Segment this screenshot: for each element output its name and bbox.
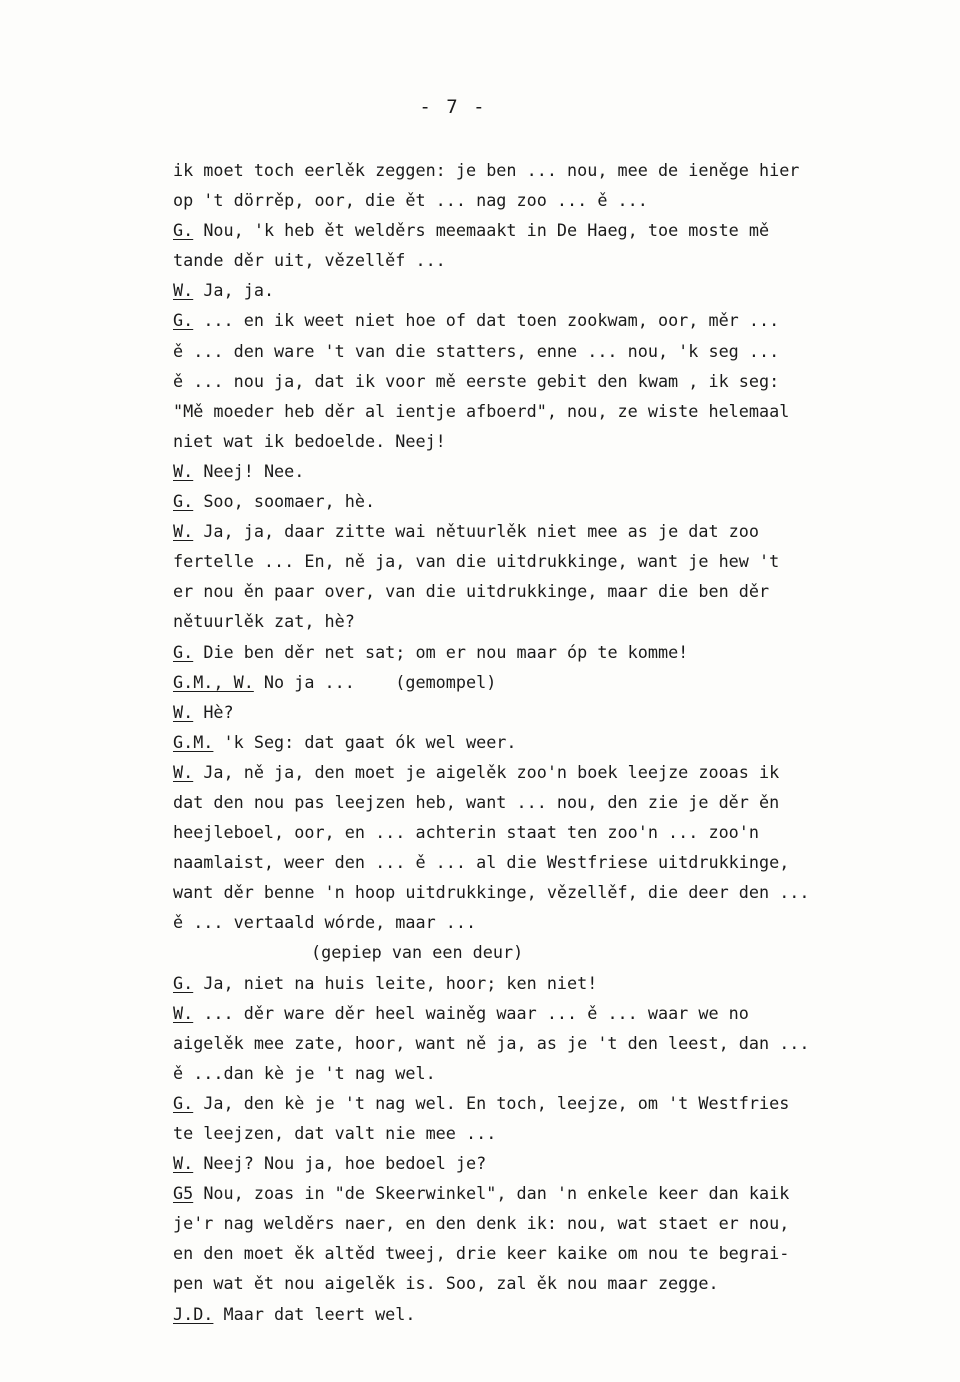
transcript-line bbox=[173, 426, 960, 456]
line-text: Ja, ně ja, den moet je aigelěk zoo'n boek leejze zooas ik bbox=[193, 761, 780, 782]
transcript-line bbox=[173, 1268, 960, 1298]
transcript-line bbox=[173, 1118, 960, 1148]
line-text: ě ... den ware 't van die statters, enne ... nou, 'k seg ... bbox=[173, 340, 780, 361]
line-text: aigelěk mee zate, hoor, want ně ja, as je 't den leest, dan ... bbox=[173, 1032, 810, 1053]
transcript-body bbox=[173, 155, 960, 1329]
line-text: ik moet toch eerlěk zeggen: je ben ... nou, mee de ieněge hier bbox=[173, 160, 800, 180]
line-text: nětuurlěk zat, hè? bbox=[173, 611, 355, 632]
transcript-line bbox=[173, 606, 960, 636]
transcript-line bbox=[173, 275, 960, 305]
speaker-label: W. bbox=[173, 761, 194, 782]
line-text: Ja, ja, daar zitte wai nětuurlěk niet mee as je dat zoo bbox=[193, 521, 759, 542]
transcript-line bbox=[173, 787, 960, 817]
line-text: Ja, niet na huis leite, hoor; ken niet! bbox=[193, 972, 598, 993]
line-text: Nou, zoas in "de Skeerwinkel", dan 'n enkele keer dan kaik bbox=[193, 1183, 790, 1204]
line-text: dat den nou pas leejzen heb, want ... nou, den zie je děr ěn bbox=[173, 791, 780, 812]
line-text: ... en ik weet niet hoe of dat toen zookwam, oor, měr ... bbox=[193, 310, 780, 331]
transcript-line bbox=[173, 1299, 960, 1329]
transcript-line bbox=[173, 697, 960, 727]
speaker-label: W. bbox=[173, 521, 194, 542]
transcript-line bbox=[173, 847, 960, 877]
transcript-line bbox=[173, 727, 960, 757]
line-text: Ja, den kè je 't nag wel. En toch, leejze, om 't Westfries bbox=[193, 1092, 790, 1113]
transcript-line bbox=[173, 516, 960, 546]
line-text: want děr benne 'n hoop uitdrukkinge, vězellěf, die deer den ... bbox=[173, 882, 810, 903]
transcript-line bbox=[173, 336, 960, 366]
line-text: ě ... nou ja, dat ik voor mě eerste gebit den kwam , ik seg: bbox=[173, 370, 780, 391]
line-text: pen wat ět nou aigelěk is. Soo, zal ěk nou maar zegge. bbox=[173, 1273, 719, 1294]
speaker-label: G. bbox=[173, 972, 194, 993]
line-text: fertelle ... En, ně ja, van die uitdrukkinge, want je hew 't bbox=[173, 551, 780, 572]
transcript-line bbox=[173, 757, 960, 787]
line-text: er nou ěn paar over, van die uitdrukkinge, maar die ben děr bbox=[173, 581, 770, 602]
transcript-line bbox=[173, 637, 960, 667]
speaker-label: G. bbox=[173, 1092, 194, 1113]
transcript-line bbox=[173, 546, 960, 576]
transcript-line bbox=[173, 1148, 960, 1178]
transcript-line bbox=[173, 1238, 960, 1268]
line-text: No ja ... (gemompel) bbox=[253, 671, 497, 692]
page-number: - 7 - bbox=[419, 96, 487, 118]
transcript-line bbox=[173, 366, 960, 396]
line-text: heejleboel, oor, en ... achterin staat ten zoo'n ... zoo'n bbox=[173, 822, 759, 843]
speaker-label: W. bbox=[173, 460, 194, 481]
transcript-line bbox=[173, 1088, 960, 1118]
transcript-line bbox=[173, 667, 960, 697]
line-text: tande děr uit, vězellěf ... bbox=[173, 250, 446, 271]
line-text: te leejzen, dat valt nie mee ... bbox=[173, 1123, 497, 1143]
line-text: naamlaist, weer den ... ě ... al die Westfriese uitdrukkinge, bbox=[173, 852, 790, 873]
transcript-line bbox=[173, 998, 960, 1028]
transcript-line bbox=[173, 1028, 960, 1058]
line-text: "Mě moeder heb děr al ientje afboerd", nou, ze wiste helemaal bbox=[173, 400, 790, 421]
line-text: niet wat ik bedoelde. Neej! bbox=[173, 430, 446, 451]
transcript-line bbox=[173, 185, 960, 215]
transcript-line bbox=[173, 817, 960, 847]
transcript-line bbox=[173, 877, 960, 907]
transcript-line bbox=[173, 215, 960, 245]
speaker-label: W. bbox=[173, 1153, 194, 1174]
speaker-label: G.M. bbox=[173, 731, 214, 752]
speaker-label: W. bbox=[173, 701, 194, 722]
line-text: Hè? bbox=[193, 701, 234, 722]
transcript-line bbox=[173, 456, 960, 486]
speaker-label: G. bbox=[173, 310, 194, 331]
speaker-label: W. bbox=[173, 280, 194, 301]
line-text: Neej? Nou ja, hoe bedoel je? bbox=[193, 1153, 487, 1174]
line-text: Die ben děr net sat; om er nou maar óp te komme! bbox=[193, 641, 689, 662]
line-text: ... děr ware děr heel wainěg waar ... ě ... waar we no bbox=[193, 1002, 749, 1023]
transcript-line bbox=[173, 968, 960, 998]
line-text: Maar dat leert wel. bbox=[213, 1303, 416, 1324]
speaker-label: G. bbox=[173, 641, 194, 662]
line-text: je'r nag welděrs naer, en den denk ik: nou, wat staet er nou, bbox=[173, 1213, 790, 1234]
speaker-label: J.D. bbox=[173, 1303, 214, 1324]
transcript-line bbox=[173, 1178, 960, 1208]
line-text: Nou, 'k heb ět welděrs meemaakt in De Haeg, toe moste mě bbox=[193, 220, 770, 241]
speaker-label: G.M., W. bbox=[173, 671, 254, 692]
line-text: 'k Seg: dat gaat ók wel weer. bbox=[213, 731, 517, 752]
line-text: Ja, ja. bbox=[193, 280, 275, 301]
transcript-line bbox=[173, 396, 960, 426]
speaker-label: W. bbox=[173, 1002, 194, 1023]
stage-direction bbox=[173, 937, 960, 967]
transcript-line bbox=[173, 576, 960, 606]
line-text: ě ... vertaald wórde, maar ... bbox=[173, 912, 477, 933]
transcript-line bbox=[173, 486, 960, 516]
speaker-label: G. bbox=[173, 491, 194, 512]
line-text: (gepiep van een deur) bbox=[311, 942, 524, 963]
transcript-line bbox=[173, 907, 960, 937]
transcript-line bbox=[173, 305, 960, 335]
speaker-label: G. bbox=[173, 220, 194, 241]
line-text: Neej! Nee. bbox=[193, 460, 305, 481]
speaker-label: G5 bbox=[173, 1183, 194, 1204]
line-text: ě ...dan kè je 't nag wel. bbox=[173, 1062, 436, 1083]
line-text: op 't dörrěp, oor, die ět ... nag zoo ... ě ... bbox=[173, 190, 648, 211]
transcript-line bbox=[173, 245, 960, 275]
line-text: Soo, soomaer, hè. bbox=[193, 491, 376, 512]
line-text: en den moet ěk altěd tweej, drie keer kaike om nou te begrai- bbox=[173, 1243, 790, 1264]
transcript-line bbox=[173, 1058, 960, 1088]
transcript-line bbox=[173, 1208, 960, 1238]
transcript-line bbox=[173, 155, 960, 185]
